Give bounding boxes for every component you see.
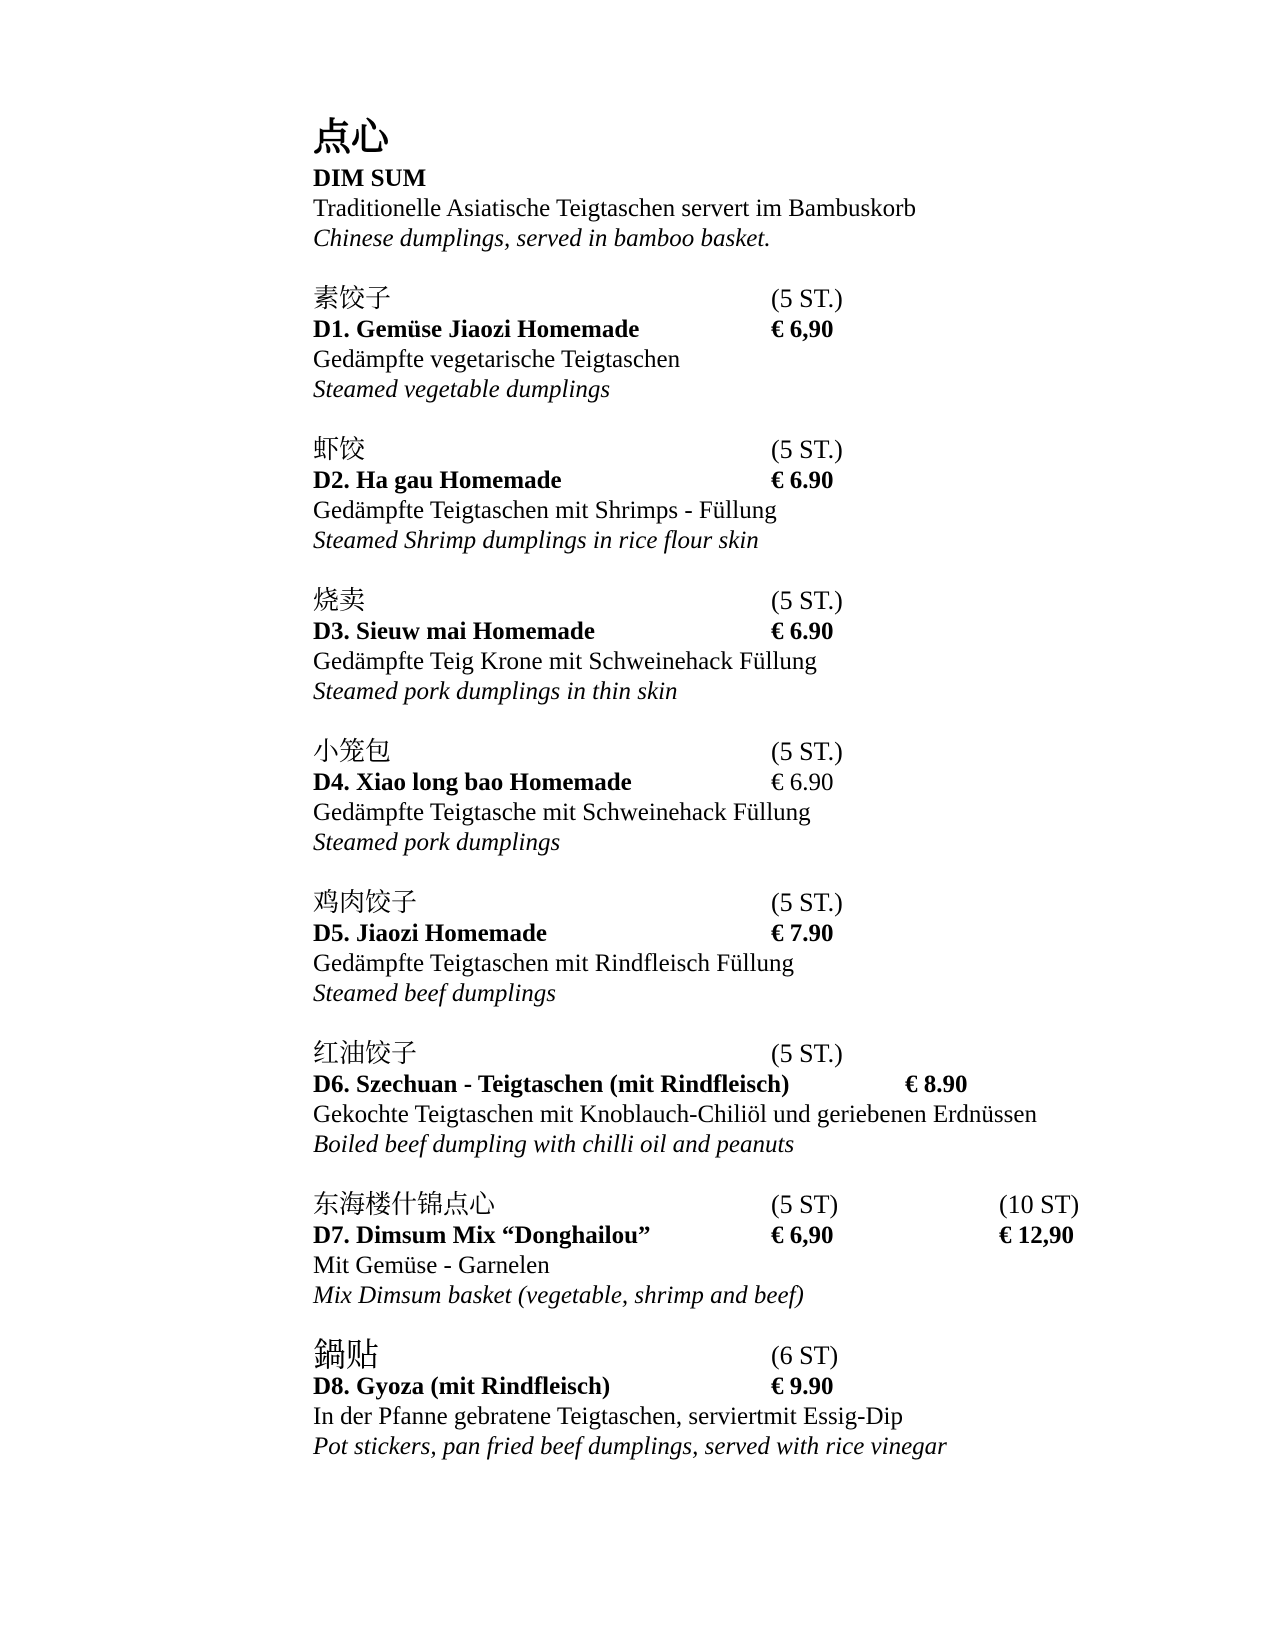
section-title-chinese: 点心 xyxy=(313,117,390,159)
item-price: € 6.90 xyxy=(771,467,834,494)
section-subtitle-english: Chinese dumplings, served in bamboo basket. xyxy=(313,225,771,252)
item-quantity-large: (10 ST) xyxy=(999,1190,1080,1219)
item-price: € 6.90 xyxy=(771,769,834,796)
item-name: D4. Xiao long bao Homemade xyxy=(313,769,632,796)
item-quantity-small: (5 ST) xyxy=(771,1190,839,1219)
item-price: € 9.90 xyxy=(771,1373,834,1400)
item-price: € 6,90 xyxy=(771,316,834,343)
item-quantity: (5 ST.) xyxy=(771,284,843,313)
item-name: D3. Sieuw mai Homemade xyxy=(313,618,595,645)
item-description-en: Steamed Shrimp dumplings in rice flour skin xyxy=(313,527,759,554)
item-cjk-name: 红油饺子 xyxy=(313,1039,418,1068)
menu-item-d7 xyxy=(313,1189,1245,1311)
item-quantity: (5 ST.) xyxy=(771,737,843,766)
item-name: D5. Jiaozi Homemade xyxy=(313,920,547,947)
item-cjk-name: 烧卖 xyxy=(313,586,366,615)
item-price: € 6.90 xyxy=(771,618,834,645)
item-cjk-name: 素饺子 xyxy=(313,284,392,313)
item-description-de: Gedämpfte Teigtasche mit Schweinehack Füllung xyxy=(313,799,811,826)
item-quantity: (5 ST.) xyxy=(771,888,843,917)
section-subtitle-german: Traditionelle Asiatische Teigtaschen servert im Bambuskorb xyxy=(313,195,917,222)
item-quantity: (5 ST.) xyxy=(771,586,843,615)
menu-item-d8 xyxy=(313,1340,1245,1462)
item-cjk-name: 鍋贴 xyxy=(313,1338,379,1374)
item-cjk-name: 虾饺 xyxy=(313,435,366,464)
section-title: DIM SUM xyxy=(313,165,427,192)
item-cjk-name: 小笼包 xyxy=(313,737,392,766)
item-description-de: In der Pfanne gebratene Teigtaschen, serviertmit Essig-Dip xyxy=(313,1403,903,1430)
item-description-de: Gedämpfte Teigtaschen mit Rindfleisch Füllung xyxy=(313,950,795,977)
item-description-de: Mit Gemüse - Garnelen xyxy=(313,1252,550,1279)
item-description-en: Steamed beef dumplings xyxy=(313,980,557,1007)
menu-item-d4 xyxy=(313,736,1245,858)
item-quantity: (5 ST.) xyxy=(771,435,843,464)
menu-item-d6 xyxy=(313,1038,1245,1160)
item-name: D6. Szechuan - Teigtaschen (mit Rindfleisch) xyxy=(313,1071,790,1098)
item-name: D7. Dimsum Mix “Donghailou” xyxy=(313,1222,651,1249)
menu-item-d5 xyxy=(313,887,1245,1009)
item-price: € 7.90 xyxy=(771,920,834,947)
item-cjk-name: 鸡肉饺子 xyxy=(313,888,418,917)
item-price-small: € 6,90 xyxy=(771,1222,834,1249)
item-description-de: Gedämpfte Teigtaschen mit Shrimps - Füllung xyxy=(313,497,777,524)
item-quantity: (6 ST) xyxy=(771,1341,839,1370)
item-name: D1. Gemüse Jiaozi Homemade xyxy=(313,316,640,343)
item-cjk-name: 东海楼什锦点心 xyxy=(313,1190,496,1219)
item-name: D2. Ha gau Homemade xyxy=(313,467,562,494)
item-name: D8. Gyoza (mit Rindfleisch) xyxy=(313,1373,611,1400)
item-description-de: Gedämpfte Teig Krone mit Schweinehack Füllung xyxy=(313,648,817,675)
item-description-de: Gedämpfte vegetarische Teigtaschen xyxy=(313,346,681,373)
item-description-en: Steamed pork dumplings xyxy=(313,829,561,856)
menu-item-d3 xyxy=(313,585,1245,707)
item-description-en: Mix Dimsum basket (vegetable, shrimp and beef) xyxy=(313,1282,804,1309)
item-description-en: Steamed pork dumplings in thin skin xyxy=(313,678,678,705)
item-price: € 8.90 xyxy=(905,1071,968,1098)
item-description-en: Pot stickers, pan fried beef dumplings, served with rice vinegar xyxy=(313,1433,947,1460)
menu-item-d2 xyxy=(313,434,1245,556)
item-description-en: Boiled beef dumpling with chilli oil and peanuts xyxy=(313,1131,795,1158)
item-price-large: € 12,90 xyxy=(999,1222,1074,1249)
item-description-de: Gekochte Teigtaschen mit Knoblauch-Chiliöl und geriebenen Erdnüssen xyxy=(313,1101,1037,1128)
item-description-en: Steamed vegetable dumplings xyxy=(313,376,611,403)
item-quantity: (5 ST.) xyxy=(771,1039,843,1068)
menu-item-d1 xyxy=(313,283,1245,405)
